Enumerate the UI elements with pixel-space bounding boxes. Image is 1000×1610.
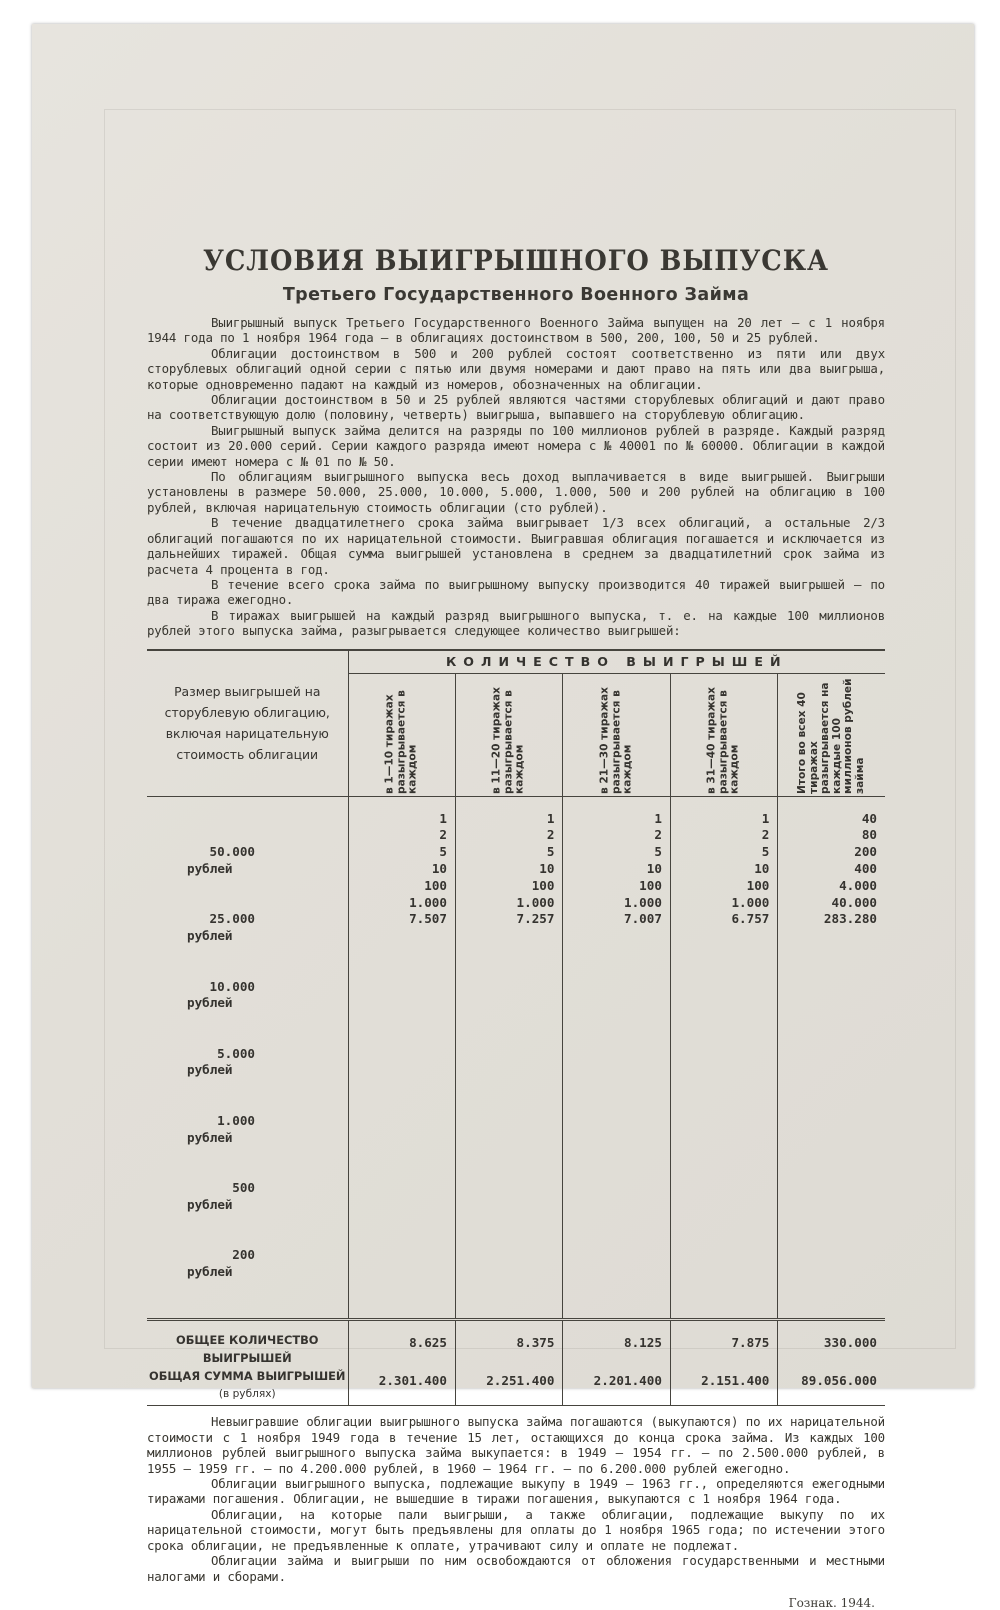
printer-imprint: Гознак. 1944. — [788, 1595, 875, 1610]
totals-draws-21-30: 8.125 2.201.400 — [563, 1320, 670, 1406]
table-body-row — [147, 796, 885, 1314]
prize-table — [147, 649, 885, 1407]
paragraph: Облигации займа и выигрыши по ним освобождаются от обложения государственными и местными налогами и сборами. — [147, 1553, 885, 1584]
paragraph: В тиражах выигрышей на каждый разряд выигрышного выпуска, т. е. на каждые 100 миллионов рублей этого выпуска займа, разыгрывается следующее количество выигрышей: — [147, 607, 885, 639]
document-body — [147, 244, 885, 1610]
total-column: 40 80 200 400 4.000 40.000 283.280 — [778, 796, 885, 1314]
paragraph: В течение всего срока займа по выигрышному выпуску производится 40 тиражей выигрышей — по два тиража ежегодно. — [147, 576, 885, 608]
document-title: УСЛОВИЯ ВЫИГРЫШНОГО ВЫПУСКА — [203, 244, 829, 277]
paragraph: Невыигравшие облигации выигрышного выпуска займа погашаются (выкупаются) по их нарицательной стоимости с 1 ноября 1949 года в течение 15 лет, остающихся до конца срока займа. Из каждых 100 миллионов рублей выигрышного выпуска займа выкупается: в 1949 — 1954 гг. — по 2.500.000 рублей, в 1955 — 1959 гг. — по 4.200.000 рублей, в 1960 — 1964 гг. — по 6.200.000 рублей ежегодно. — [147, 1414, 885, 1476]
bond-sheet — [32, 24, 974, 1610]
column-header-draws-1-10: в 1—10 тиражах разыгрывается в каждом — [348, 673, 455, 796]
totals-draws-31-40: 7.875 2.151.400 — [670, 1320, 777, 1406]
totals-all: 330.000 89.056.000 — [778, 1320, 885, 1406]
prize-amount-column — [147, 796, 348, 1314]
document-subtitle: Третьего Государственного Военного Займа — [282, 285, 750, 305]
totals-label: ОБЩЕЕ КОЛИЧЕСТВО ВЫИГРЫШЕЙ ОБЩАЯ СУММА ВЫИГРЫШЕЙ (в рублях) — [147, 1320, 348, 1406]
closing-paragraphs — [147, 1414, 885, 1583]
paragraph: В течение двадцатилетнего срока займа выигрывает 1/3 всех облигаций, а остальные 2/3 облигаций погашаются по их нарицательной стоимости. Выигравшая облигация погашается и исключается из дальнейших тиражей. Общая сумма выигрышей установлена в среднем за двадцатилетний срок займа из расчета 4 процента в год. — [147, 515, 885, 577]
totals-draws-11-20: 8.375 2.251.400 — [455, 1320, 562, 1406]
totals-draws-1-10: 8.625 2.301.400 — [348, 1320, 455, 1406]
prize-amount: 1.000 рублей — [187, 1112, 255, 1145]
column-header-draws-11-20: в 11—20 тиражах разыгрывается в каждом — [455, 673, 562, 796]
column-header-total: Итого во всех 40 тиражах разыгрывается на каждые 100 миллионов рублей займа — [778, 673, 885, 796]
paragraph: Выигрышный выпуск Третьего Государственного Военного Займа выпущен на 20 лет — с 1 ноября 1944 года по 1 ноября 1964 года — в облигациях достоинством в 500, 200, 100, 50 и 25 рублей. — [147, 315, 885, 346]
prize-amount: 50.000 рублей — [187, 844, 255, 876]
paragraph: Облигации, на которые пали выигрыши, а также облигации, подлежащие выкупу по их нарицательной стоимости, могут быть предъявлены для оплаты до 1 ноября 1965 года; по истечении этого срока облигации, не предъявленные к оплате, утрачивают силу и оплате не подлежат. — [147, 1506, 885, 1553]
paragraph: Выигрышный выпуск займа делится на разряды по 100 миллионов рублей в разряде. Каждый разряд состоит из 20.000 серий. Серии каждого разряда имеют номера с № 40001 по № 60000. Облигации в каждой серии имеют номера с № 01 по № 50. — [147, 422, 885, 469]
draws-31-40-column: 1 2 5 10 100 1.000 6.757 — [670, 796, 777, 1314]
prize-count-header: КОЛИЧЕСТВО ВЫИГРЫШЕЙ — [348, 650, 885, 674]
prize-amount: 500 рублей — [187, 1180, 255, 1212]
column-header-draws-21-30: в 21—30 тиражах разыгрывается в каждом — [563, 673, 670, 796]
paragraph: По облигациям выигрышного выпуска весь доход выплачивается в виде выигрышей. Выигрыши установлены в размере 50.000, 25.000, 10.000, 5.000, 1.000, 500 и 200 рублей на облигацию в 100 рублей, включая нарицательную стоимость облигации (сто рублей). — [147, 469, 885, 515]
totals-row — [147, 1320, 885, 1406]
paragraph: Облигации выигрышного выпуска, подлежащие выкупу в 1949 — 1963 гг., определяются ежегодными тиражами погашения. Облигации, не вышедшие в тиражи погашения, выкупаются с 1 ноября 1964 года. — [147, 1476, 885, 1507]
prize-amount: 5.000 рублей — [187, 1045, 255, 1078]
draws-21-30-column: 1 2 5 10 100 1.000 7.007 — [563, 796, 670, 1314]
prize-amount: 10.000 рублей — [187, 978, 255, 1011]
draws-11-20-column: 1 2 5 10 100 1.000 7.257 — [455, 796, 562, 1314]
prize-amount: 200 рублей — [187, 1247, 255, 1280]
prize-size-header: Размер выигрышей на сторублевую облигацию, включая нарицательную стоимость облигации — [147, 650, 348, 797]
draws-1-10-column: 1 2 5 10 100 1.000 7.507 — [348, 796, 455, 1314]
paragraph: Облигации достоинством в 500 и 200 рублей состоят соответственно из пяти или двух сторублевых облигаций одной серии с пятью или двумя номерами и дают право на пять или два выигрыша, которые одновременно падают на каждый из номеров, обозначенных на облигации. — [147, 345, 885, 392]
column-header-draws-31-40: в 31—40 тиражах разыгрывается в каждом — [670, 673, 777, 796]
prize-amount: 25.000 рублей — [187, 911, 255, 944]
paragraph: Облигации достоинством в 50 и 25 рублей являются частями сторублевых облигаций и дают право на соответствующую долю (половину, четверть) выигрыша, выпавшего на сторублевую облигацию. — [147, 392, 885, 423]
